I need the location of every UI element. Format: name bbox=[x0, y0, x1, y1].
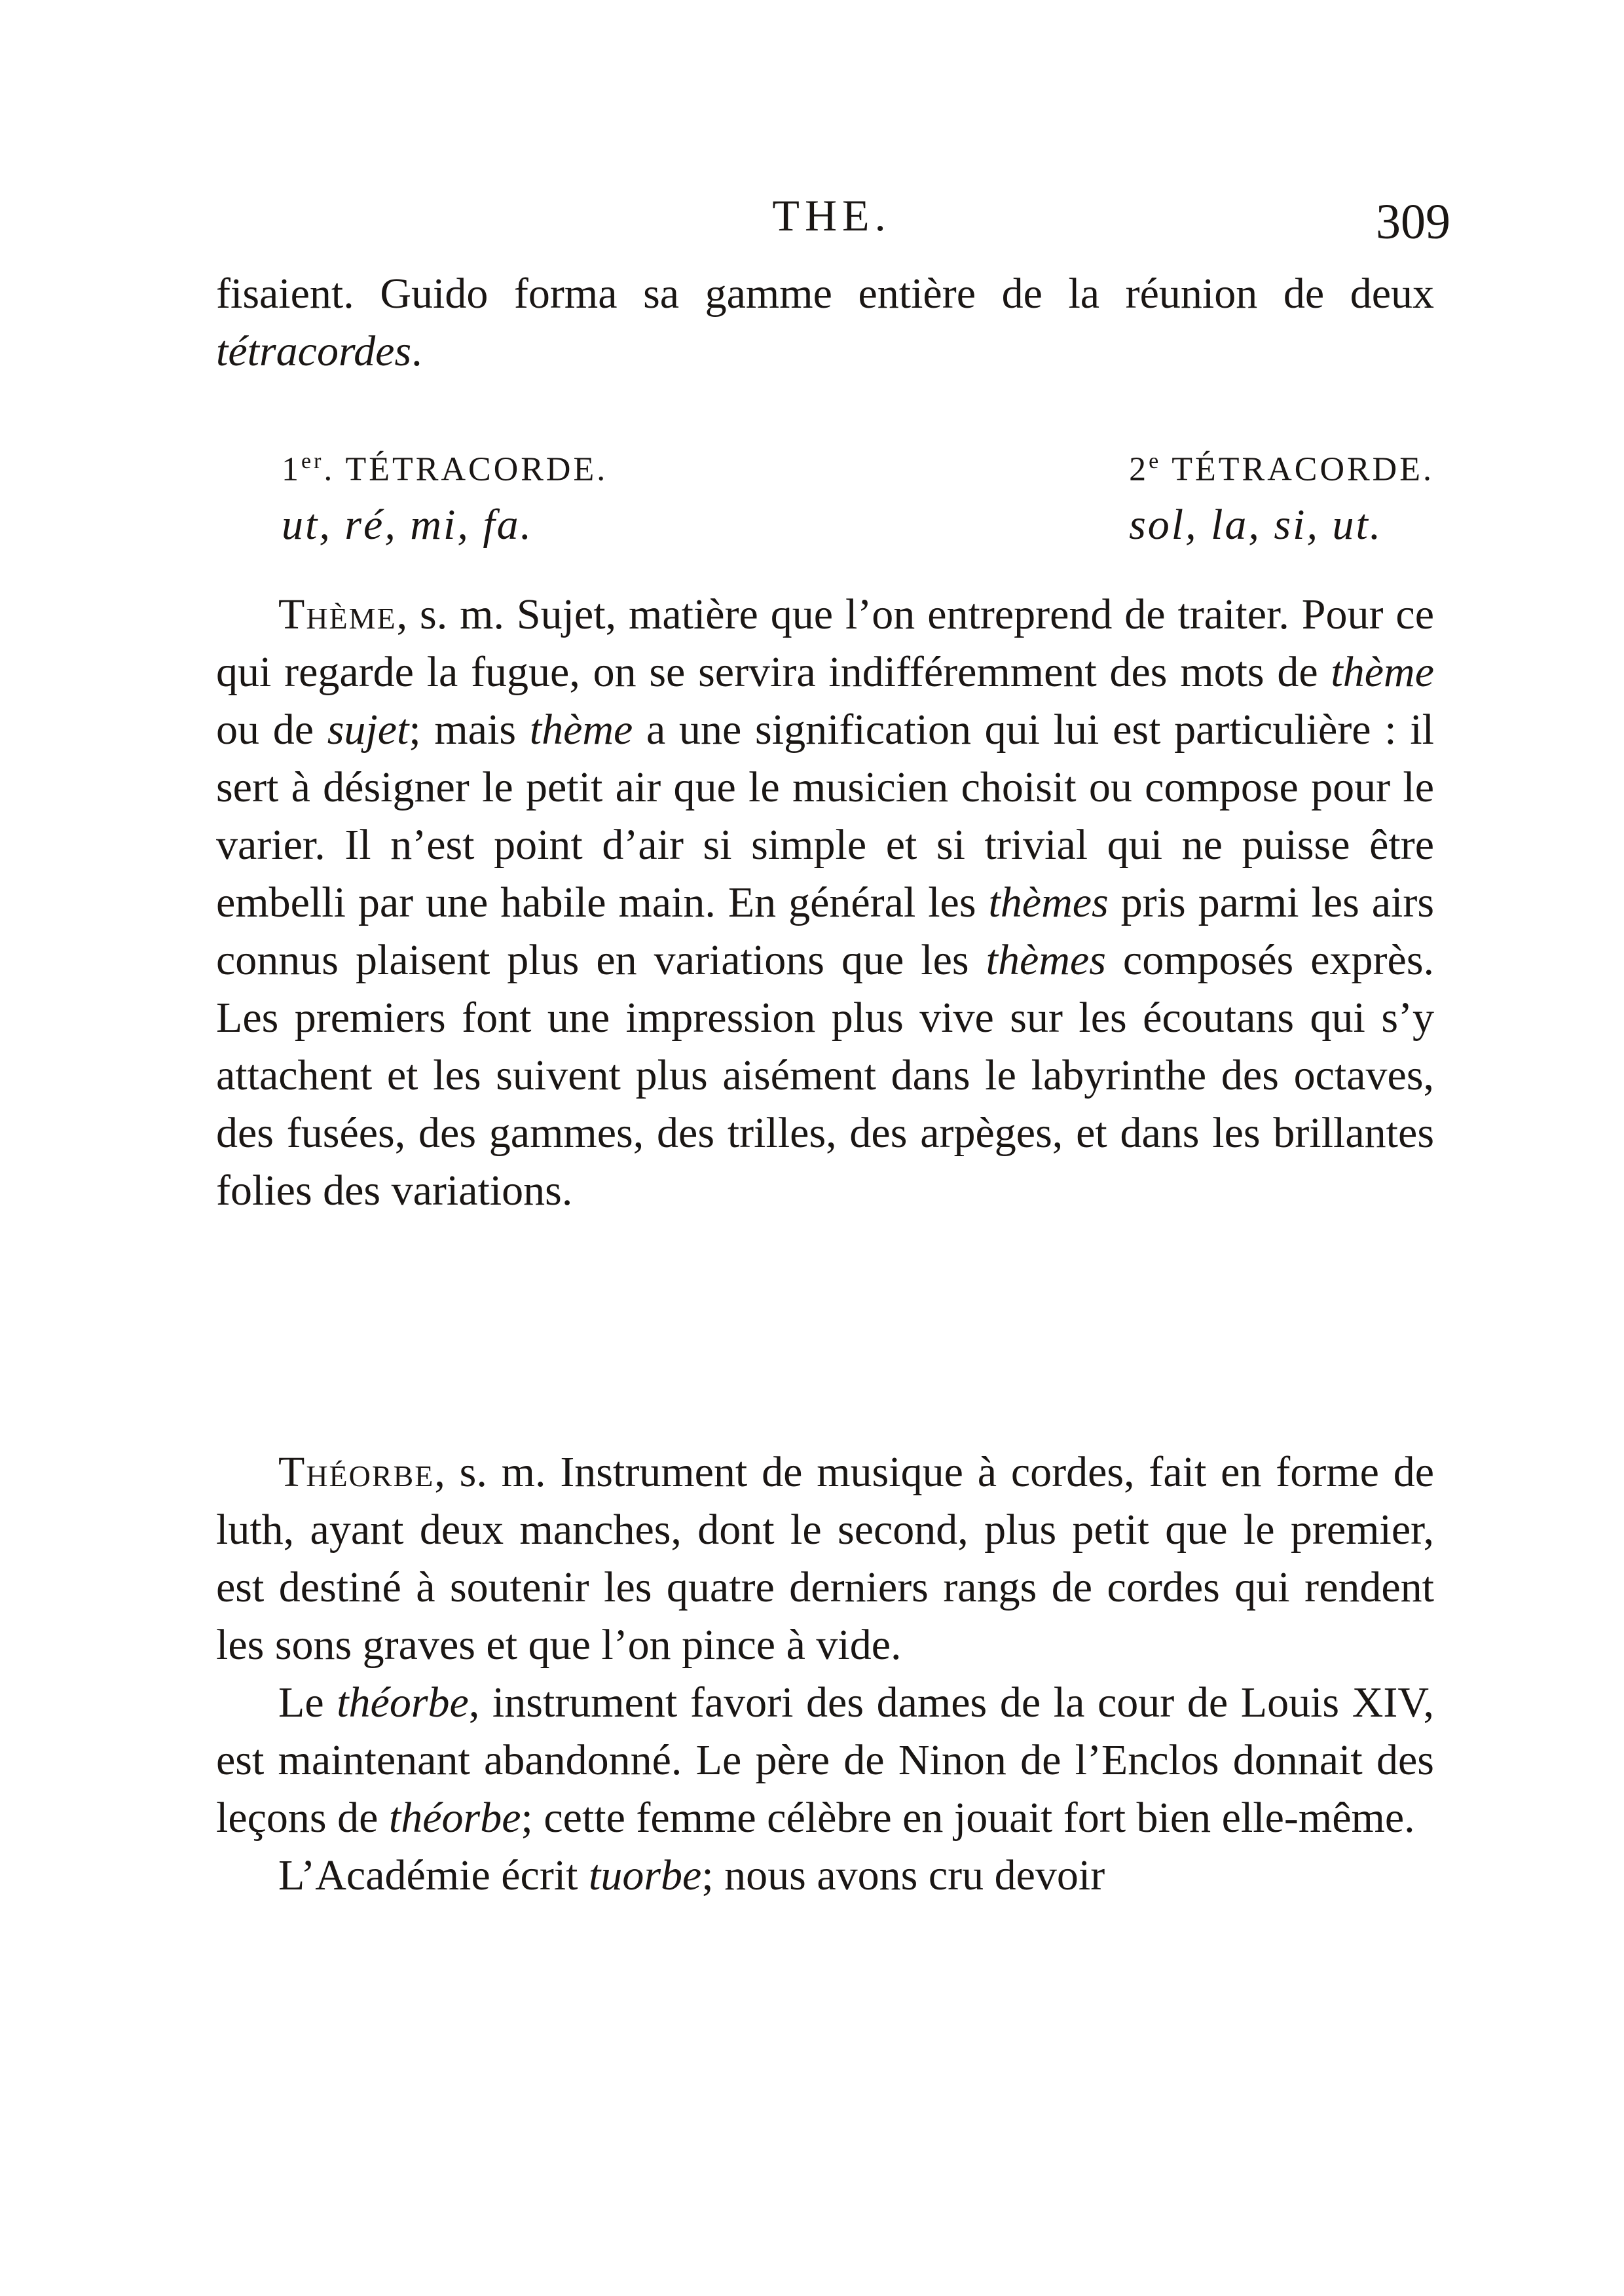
theorbe-note: L’Académie écrit tuorbe; nous avons cru devoir bbox=[278, 1851, 1105, 1899]
second-tetracorde-label: 2e TÉTRACORDE. bbox=[1129, 449, 1434, 488]
running-title: THE. bbox=[772, 191, 891, 240]
theorbe-entry bbox=[216, 1444, 1434, 1904]
intro-text-end: . bbox=[411, 327, 422, 375]
second-tetracorde bbox=[1129, 435, 1434, 555]
first-tetracorde-notes: ut, ré, mi, fa. bbox=[282, 501, 534, 549]
theorbe-history: Le théorbe, instrument favori des dames de la cour de Louis XIV, est maintenant abandonné. Le père de Ninon de l’Enclos donnait des leçons de théorbe; cette femme célèbre en jouait fort bien elle-même. bbox=[216, 1679, 1434, 1842]
tetracorde-table bbox=[282, 435, 1434, 560]
second-tetracorde-notes: sol, la, si, ut. bbox=[1129, 501, 1383, 549]
first-tetracorde bbox=[282, 435, 608, 555]
intro-paragraph bbox=[216, 265, 1434, 380]
first-tetracorde-label: 1er. TÉTRACORDE. bbox=[282, 449, 608, 488]
theorbe-definition: Théorbe, s. m. Instrument de musique à cordes, fait en forme de luth, ayant deux manches, dont le second, plus petit que le premier, est destiné à soutenir les quatre derniers rangs de cordes qui rendent les sons graves et que l’on pince à vide. bbox=[216, 1448, 1434, 1669]
theme-headword: Thème bbox=[278, 591, 397, 638]
intro-italic-term: tétracordes bbox=[216, 327, 412, 375]
theme-entry: Thème, s. m. Sujet, matière que l’on entreprend de traiter. Pour ce qui regarde la fugue, on se servira indifféremment des mots de thème ou de sujet; mais thème a une signification qui lui est particulière : il sert à désigner le petit air que le musicien choisit ou compose pour le varier. Il n’est point d’air si simple et si trivial qui ne puisse être embelli par une habile main. En général les thèmes pris parmi les airs connus plaisent plus en variations que les thèmes composés exprès. Les premiers font une impression plus vive sur les écoutans qui s’y attachent et les suivent plus aisément dans le labyrinthe des octaves, des fusées, des gammes, des trilles, des arpèges, et dans les brillantes folies des variations. bbox=[216, 591, 1435, 1214]
page-number: 309 bbox=[1376, 194, 1450, 249]
intro-text: fisaient. Guido forma sa gamme entière de la réunion de deux bbox=[216, 270, 1434, 318]
theorbe-headword: Théorbe bbox=[278, 1448, 435, 1496]
running-header bbox=[216, 190, 1450, 262]
